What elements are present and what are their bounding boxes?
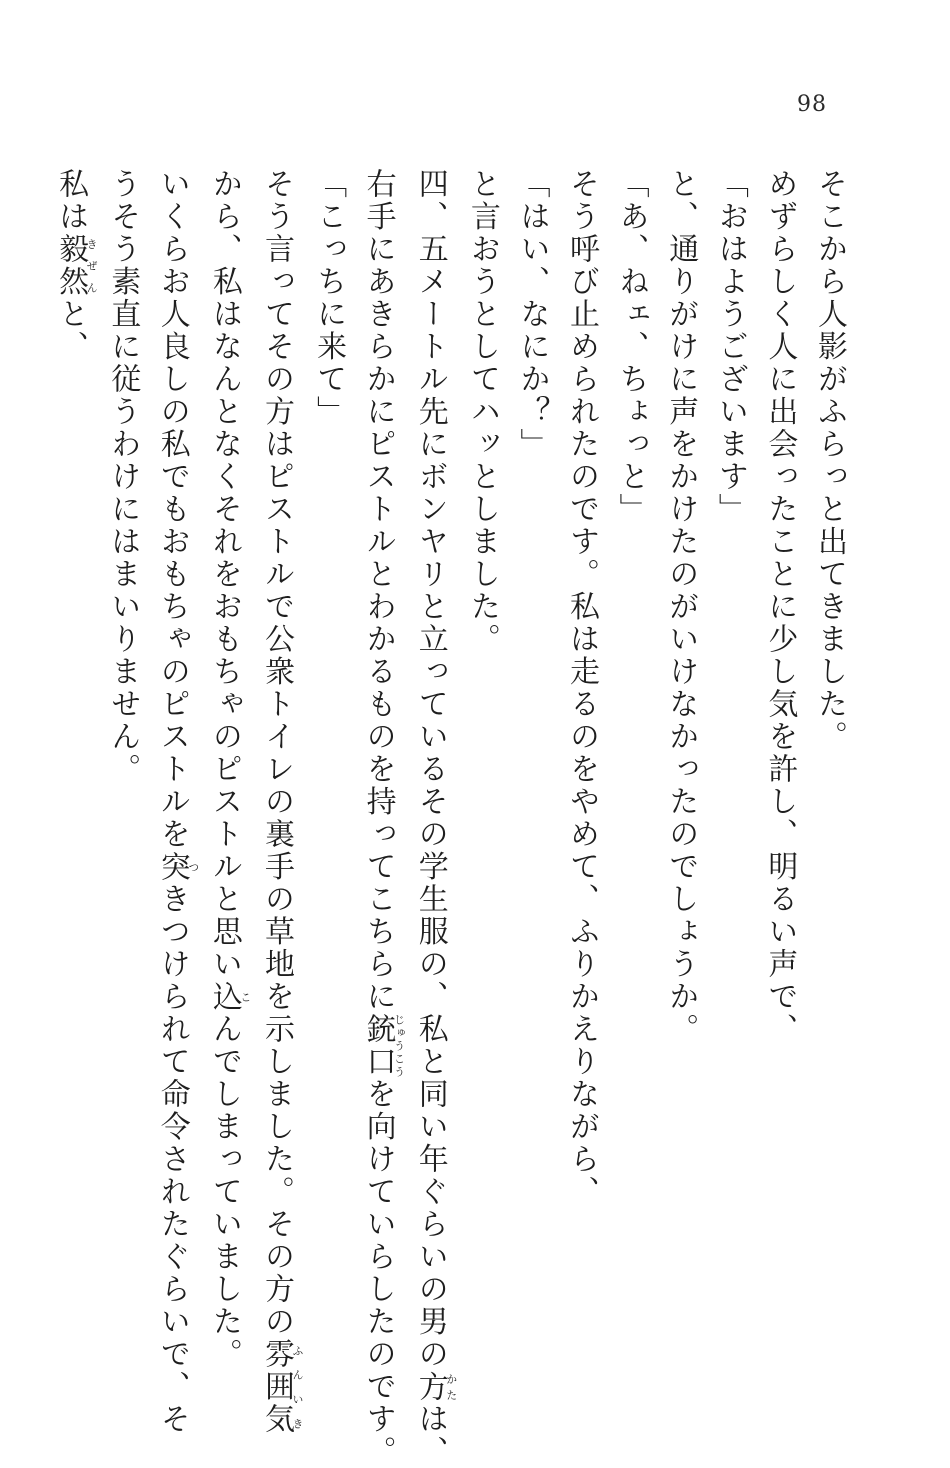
text-line <box>507 168 557 1318</box>
text-line <box>556 168 606 1318</box>
text-segment: そう言ってその方はピストルで公衆トイレの裏手の草地を示しました。その方の <box>258 168 294 1338</box>
text-segment: と、通りがけに声をかけたのがいけなかったのでしょうか。 <box>663 168 699 1046</box>
text-segment: うそう素直に従うわけにはまいりません。 <box>105 168 141 786</box>
furigana-word <box>154 850 200 884</box>
text-line <box>46 168 98 1318</box>
furigana-reading: つ <box>186 850 200 883</box>
ruby-base: 雰囲気 <box>258 1338 294 1436</box>
furigana-reading: じゅうこう <box>392 1013 406 1078</box>
text-line <box>705 168 755 1318</box>
furigana-word <box>53 233 99 298</box>
text-segment: いくらお人良しの私でもおもちゃのピストルを <box>154 168 190 851</box>
text-line <box>251 168 304 1436</box>
vertical-text-block <box>46 168 855 1468</box>
text-line <box>804 168 854 1318</box>
text-segment: から、私はなんとなくそれをおもちゃのピストルと思い <box>206 168 242 981</box>
text-line <box>755 168 805 1318</box>
text-segment: そう呼び止められたのです。私は走るのをやめて、ふりかえりながら、 <box>564 168 600 1208</box>
text-segment: きつけられて命令されたぐらいで、そ <box>154 883 190 1436</box>
furigana-word <box>360 1013 406 1078</box>
ruby-base: 込 <box>206 980 242 1013</box>
text-segment: を向けていらしたのです。 <box>360 1078 396 1468</box>
text-line <box>199 168 252 1371</box>
text-segment: 「こっちに来て」 <box>311 168 347 428</box>
text-segment: 右手にあきらかにピストルとわかるものを持ってこちらに <box>360 168 396 1013</box>
ruby-base: 銃口 <box>360 1013 396 1078</box>
text-segment: 「おはようございます」 <box>712 168 748 526</box>
text-line <box>606 168 656 1318</box>
text-line <box>353 168 406 1468</box>
furigana-reading: かた <box>444 1370 458 1403</box>
text-line <box>98 168 148 1318</box>
text-line <box>147 168 200 1436</box>
text-segment: と言おうとしてハッとしました。 <box>464 168 500 656</box>
text-segment: 私は <box>53 168 89 233</box>
furigana-word <box>258 1338 304 1436</box>
text-line <box>303 168 353 1318</box>
furigana-reading: ふんいき <box>290 1338 304 1436</box>
text-line <box>656 168 706 1318</box>
text-segment: んでしまっていました。 <box>206 1013 242 1371</box>
text-segment: めずらしく人に出会ったことに少し気を許し、明るい声で、 <box>762 168 798 1046</box>
furigana-reading: こ <box>238 980 252 1013</box>
ruby-base: 突 <box>154 850 190 883</box>
text-segment: 「はい、なにか？」 <box>514 168 550 461</box>
ruby-base: 方 <box>412 1370 448 1403</box>
furigana-reading: きぜん <box>85 233 99 298</box>
text-segment: 「あ、ねェ、ちょっと」 <box>613 168 649 526</box>
text-line <box>457 168 507 1318</box>
furigana-word <box>206 980 252 1014</box>
page-number: 98 <box>797 92 827 117</box>
text-segment: そこから人影がふらっと出てきました。 <box>812 168 847 753</box>
furigana-word <box>412 1370 458 1404</box>
text-segment: 四、五メートル先にボンヤリと立っているその学生服の、私と同い年ぐらいの男の <box>412 168 448 1371</box>
text-segment: と、 <box>53 298 89 363</box>
text-segment: は、 <box>412 1403 448 1468</box>
ruby-base: 毅然 <box>53 233 89 298</box>
text-line <box>405 168 458 1468</box>
